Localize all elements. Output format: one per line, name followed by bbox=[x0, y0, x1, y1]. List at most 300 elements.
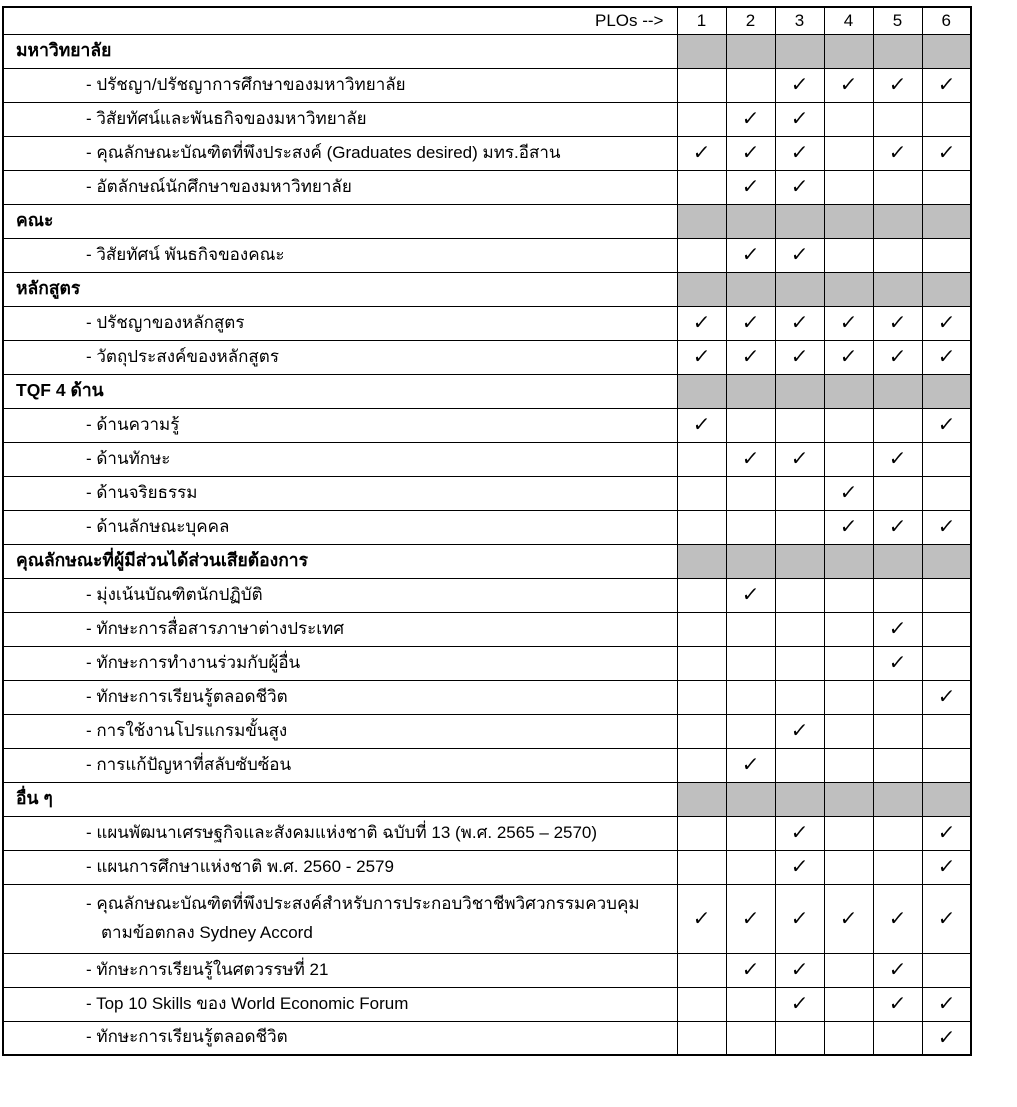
section-label-cell bbox=[3, 544, 677, 578]
row-label: คุณลักษณะที่ผู้มีส่วนได้ส่วนเสียต้องการ bbox=[16, 550, 309, 571]
plo-1-cell bbox=[677, 408, 726, 442]
check-icon: ✓ bbox=[838, 907, 859, 930]
plo-5-cell bbox=[873, 442, 922, 476]
plo-5-cell bbox=[873, 306, 922, 340]
row-label: - การใช้งานโปรแกรมขั้นสูง bbox=[86, 720, 288, 740]
plo-1-cell bbox=[677, 987, 726, 1021]
plo-2-cell bbox=[726, 68, 775, 102]
plo-2-cell bbox=[726, 646, 775, 680]
section-fill-cell bbox=[775, 374, 824, 408]
check-icon: ✓ bbox=[789, 448, 810, 470]
section-fill-cell bbox=[677, 34, 726, 68]
row-label: - ทักษะการทำงานร่วมกับผู้อื่น bbox=[86, 652, 301, 672]
check-icon: ✓ bbox=[740, 959, 761, 981]
check-icon: ✓ bbox=[887, 142, 908, 164]
check-icon: ✓ bbox=[936, 993, 956, 1015]
section-fill-cell bbox=[677, 272, 726, 306]
plo-4-cell bbox=[824, 442, 873, 476]
plo-2-cell bbox=[726, 612, 775, 646]
check-icon: ✓ bbox=[789, 822, 810, 844]
row-label: - ด้านทักษะ bbox=[86, 448, 171, 468]
row-label: - วิสัยทัศน์ พันธกิจของคณะ bbox=[86, 244, 285, 264]
row-label: - ทักษะการเรียนรู้ในศตวรรษที่ 21 bbox=[86, 959, 329, 979]
section-row bbox=[3, 374, 971, 408]
check-icon: ✓ bbox=[936, 74, 956, 96]
check-icon: ✓ bbox=[740, 754, 761, 776]
plo-2-cell bbox=[726, 850, 775, 884]
plo-4-cell bbox=[824, 714, 873, 748]
plo-6-cell bbox=[922, 680, 971, 714]
section-row bbox=[3, 272, 971, 306]
row-label: - การแก้ปัญหาที่สลับซับซ้อน bbox=[86, 754, 292, 774]
section-fill-cell bbox=[775, 782, 824, 816]
check-icon: ✓ bbox=[936, 1026, 956, 1049]
check-icon: ✓ bbox=[740, 448, 761, 470]
plo-5-cell bbox=[873, 748, 922, 782]
item-label-cell bbox=[3, 850, 677, 884]
plo-2-cell bbox=[726, 953, 775, 987]
plo-5-cell bbox=[873, 646, 922, 680]
plo-2-cell bbox=[726, 987, 775, 1021]
section-fill-cell bbox=[873, 204, 922, 238]
row-label: - ทักษะการเรียนรู้ตลอดชีวิต bbox=[86, 1027, 288, 1047]
check-icon: ✓ bbox=[789, 244, 810, 266]
plo-3-cell bbox=[775, 953, 824, 987]
plo-3-cell bbox=[775, 170, 824, 204]
check-icon: ✓ bbox=[691, 142, 712, 164]
plo-5-cell bbox=[873, 1021, 922, 1055]
row-label: - ทักษะการเรียนรู้ตลอดชีวิต bbox=[86, 686, 288, 706]
check-icon: ✓ bbox=[936, 686, 956, 708]
section-fill-cell bbox=[677, 782, 726, 816]
item-row bbox=[3, 510, 971, 544]
plo-2-cell bbox=[726, 476, 775, 510]
row-label: TQF 4 ด้าน bbox=[16, 380, 104, 401]
item-label-cell bbox=[3, 136, 677, 170]
item-row bbox=[3, 340, 971, 374]
check-icon: ✓ bbox=[789, 993, 810, 1015]
item-row bbox=[3, 850, 971, 884]
check-icon: ✓ bbox=[740, 176, 761, 198]
item-label-cell bbox=[3, 953, 677, 987]
check-icon: ✓ bbox=[887, 346, 908, 368]
plo-4-cell bbox=[824, 340, 873, 374]
row-label: หลักสูตร bbox=[16, 278, 81, 299]
item-label-cell bbox=[3, 170, 677, 204]
item-row bbox=[3, 170, 971, 204]
row-label: - Top 10 Skills ของ World Economic Forum bbox=[86, 993, 409, 1013]
section-fill-cell bbox=[775, 544, 824, 578]
item-row bbox=[3, 884, 971, 953]
check-icon: ✓ bbox=[789, 74, 810, 96]
section-fill-cell bbox=[726, 374, 775, 408]
plo-mapping-table bbox=[2, 6, 972, 1056]
plo-1-cell bbox=[677, 510, 726, 544]
plo-3-cell bbox=[775, 476, 824, 510]
item-row bbox=[3, 816, 971, 850]
item-label-cell bbox=[3, 646, 677, 680]
row-label: มหาวิทยาลัย bbox=[16, 40, 112, 61]
plo-1-cell bbox=[677, 953, 726, 987]
check-icon: ✓ bbox=[838, 74, 859, 96]
plo-3-cell bbox=[775, 340, 824, 374]
item-label-cell bbox=[3, 680, 677, 714]
row-label: - ทักษะการสื่อสารภาษาต่างประเทศ bbox=[86, 618, 345, 638]
check-icon: ✓ bbox=[740, 244, 761, 266]
plo-2-cell bbox=[726, 306, 775, 340]
plo-4-cell bbox=[824, 748, 873, 782]
plo-5-cell bbox=[873, 170, 922, 204]
plo-6-cell bbox=[922, 1021, 971, 1055]
plo-5-cell bbox=[873, 68, 922, 102]
check-icon: ✓ bbox=[838, 482, 859, 504]
section-fill-cell bbox=[726, 272, 775, 306]
item-label-cell bbox=[3, 340, 677, 374]
section-fill-cell bbox=[775, 34, 824, 68]
row-label: - คุณลักษณะบัณฑิตที่พึงประสงค์ (Graduates desired) มทร.อีสาน bbox=[86, 142, 561, 162]
plo-6-cell bbox=[922, 102, 971, 136]
check-icon: ✓ bbox=[887, 652, 908, 674]
item-label-cell bbox=[3, 748, 677, 782]
plo-5-cell bbox=[873, 102, 922, 136]
plo-3-cell bbox=[775, 578, 824, 612]
check-icon: ✓ bbox=[887, 516, 908, 538]
check-icon: ✓ bbox=[887, 959, 908, 981]
check-icon: ✓ bbox=[740, 108, 761, 130]
plo-4-cell bbox=[824, 170, 873, 204]
check-icon: ✓ bbox=[691, 346, 712, 368]
section-label-cell bbox=[3, 374, 677, 408]
plo-1-cell bbox=[677, 850, 726, 884]
plo-2-cell bbox=[726, 748, 775, 782]
plo-4-cell bbox=[824, 306, 873, 340]
section-fill-cell bbox=[677, 544, 726, 578]
item-row bbox=[3, 1021, 971, 1055]
section-fill-cell bbox=[873, 782, 922, 816]
item-label-cell bbox=[3, 102, 677, 136]
section-label-cell bbox=[3, 34, 677, 68]
check-icon: ✓ bbox=[936, 856, 956, 878]
check-icon: ✓ bbox=[936, 312, 956, 334]
section-fill-cell bbox=[824, 374, 873, 408]
plo-column-header-2: 2 bbox=[726, 7, 775, 34]
item-label-cell bbox=[3, 987, 677, 1021]
plo-1-cell bbox=[677, 816, 726, 850]
check-icon: ✓ bbox=[887, 312, 908, 334]
plo-2-cell bbox=[726, 442, 775, 476]
plo-6-cell bbox=[922, 850, 971, 884]
section-fill-cell bbox=[922, 204, 971, 238]
plo-3-cell bbox=[775, 408, 824, 442]
item-row bbox=[3, 306, 971, 340]
plo-3-cell bbox=[775, 987, 824, 1021]
check-icon: ✓ bbox=[838, 346, 859, 368]
plo-5-cell bbox=[873, 578, 922, 612]
plo-4-cell bbox=[824, 578, 873, 612]
plo-5-cell bbox=[873, 987, 922, 1021]
plo-column-header-5: 5 bbox=[873, 7, 922, 34]
plo-4-cell bbox=[824, 850, 873, 884]
plo-4-cell bbox=[824, 680, 873, 714]
check-icon: ✓ bbox=[789, 176, 810, 198]
item-label-cell bbox=[3, 714, 677, 748]
check-icon: ✓ bbox=[691, 312, 712, 334]
plo-6-cell bbox=[922, 612, 971, 646]
plo-5-cell bbox=[873, 340, 922, 374]
item-label-cell bbox=[3, 578, 677, 612]
plo-1-cell bbox=[677, 102, 726, 136]
plo-6-cell bbox=[922, 714, 971, 748]
check-icon: ✓ bbox=[789, 346, 810, 368]
plo-1-cell bbox=[677, 170, 726, 204]
section-row bbox=[3, 34, 971, 68]
plo-2-cell bbox=[726, 102, 775, 136]
item-row bbox=[3, 68, 971, 102]
item-label-cell bbox=[3, 476, 677, 510]
check-icon: ✓ bbox=[936, 822, 956, 844]
plo-2-cell bbox=[726, 408, 775, 442]
section-fill-cell bbox=[775, 272, 824, 306]
plo-4-cell bbox=[824, 816, 873, 850]
check-icon: ✓ bbox=[740, 584, 761, 606]
section-fill-cell bbox=[873, 544, 922, 578]
plo-6-cell bbox=[922, 816, 971, 850]
item-label-cell bbox=[3, 612, 677, 646]
plo-1-cell bbox=[677, 714, 726, 748]
row-label: - คุณลักษณะบัณฑิตที่พึงประสงค์สำหรับการประกอบวิชาชีพวิศวกรรมควบคุม bbox=[86, 893, 640, 913]
plo-1-cell bbox=[677, 612, 726, 646]
item-row bbox=[3, 238, 971, 272]
section-fill-cell bbox=[775, 204, 824, 238]
item-label-cell bbox=[3, 238, 677, 272]
check-icon: ✓ bbox=[789, 720, 810, 742]
plo-6-cell bbox=[922, 884, 971, 953]
section-fill-cell bbox=[922, 544, 971, 578]
plo-3-cell bbox=[775, 68, 824, 102]
plo-4-cell bbox=[824, 953, 873, 987]
plo-4-cell bbox=[824, 510, 873, 544]
check-icon: ✓ bbox=[789, 907, 810, 930]
check-icon: ✓ bbox=[789, 959, 810, 981]
check-icon: ✓ bbox=[936, 414, 956, 436]
check-icon: ✓ bbox=[936, 142, 956, 164]
plo-1-cell bbox=[677, 136, 726, 170]
section-fill-cell bbox=[726, 34, 775, 68]
section-fill-cell bbox=[873, 374, 922, 408]
row-label: - ด้านลักษณะบุคคล bbox=[86, 516, 230, 536]
plo-6-cell bbox=[922, 987, 971, 1021]
check-icon: ✓ bbox=[740, 142, 761, 164]
section-fill-cell bbox=[824, 782, 873, 816]
plo-4-cell bbox=[824, 1021, 873, 1055]
check-icon: ✓ bbox=[740, 907, 761, 930]
plo-6-cell bbox=[922, 306, 971, 340]
check-icon: ✓ bbox=[789, 142, 810, 164]
plo-5-cell bbox=[873, 408, 922, 442]
item-row bbox=[3, 612, 971, 646]
row-label: - อัตลักษณ์นักศึกษาของมหาวิทยาลัย bbox=[86, 176, 352, 196]
item-label-cell bbox=[3, 442, 677, 476]
plo-3-cell bbox=[775, 442, 824, 476]
plo-6-cell bbox=[922, 408, 971, 442]
section-row bbox=[3, 204, 971, 238]
item-label-cell bbox=[3, 510, 677, 544]
plo-3-cell bbox=[775, 816, 824, 850]
plo-5-cell bbox=[873, 680, 922, 714]
plo-1-cell bbox=[677, 68, 726, 102]
check-icon: ✓ bbox=[740, 312, 761, 334]
plo-3-cell bbox=[775, 1021, 824, 1055]
plo-3-cell bbox=[775, 748, 824, 782]
item-row bbox=[3, 987, 971, 1021]
section-label-cell bbox=[3, 204, 677, 238]
check-icon: ✓ bbox=[789, 312, 810, 334]
item-label-cell bbox=[3, 408, 677, 442]
plo-1-cell bbox=[677, 442, 726, 476]
check-icon: ✓ bbox=[691, 907, 712, 930]
item-label-cell bbox=[3, 884, 677, 953]
plo-2-cell bbox=[726, 170, 775, 204]
plo-2-cell bbox=[726, 816, 775, 850]
item-label-cell bbox=[3, 68, 677, 102]
plo-2-cell bbox=[726, 578, 775, 612]
plo-3-cell bbox=[775, 510, 824, 544]
plo-4-cell bbox=[824, 476, 873, 510]
row-label: - ปรัชญา/ปรัชญาการศึกษาของมหาวิทยาลัย bbox=[86, 74, 406, 94]
plo-5-cell bbox=[873, 714, 922, 748]
row-label-line2: ตามข้อตกลง Sydney Accord bbox=[101, 922, 313, 942]
plo-2-cell bbox=[726, 1021, 775, 1055]
row-label: - แผนการศึกษาแห่งชาติ พ.ศ. 2560 - 2579 bbox=[86, 856, 394, 876]
plo-6-cell bbox=[922, 646, 971, 680]
plo-2-cell bbox=[726, 340, 775, 374]
section-row bbox=[3, 782, 971, 816]
plo-6-cell bbox=[922, 68, 971, 102]
item-row bbox=[3, 442, 971, 476]
item-label-cell bbox=[3, 306, 677, 340]
plo-4-cell bbox=[824, 102, 873, 136]
section-fill-cell bbox=[677, 204, 726, 238]
section-fill-cell bbox=[824, 544, 873, 578]
check-icon: ✓ bbox=[887, 907, 908, 930]
plo-2-cell bbox=[726, 238, 775, 272]
plo-1-cell bbox=[677, 748, 726, 782]
section-fill-cell bbox=[873, 34, 922, 68]
item-row bbox=[3, 408, 971, 442]
check-icon: ✓ bbox=[936, 907, 956, 930]
row-label: คณะ bbox=[16, 210, 54, 231]
item-row bbox=[3, 953, 971, 987]
plo-column-header-1: 1 bbox=[677, 7, 726, 34]
item-label-cell bbox=[3, 816, 677, 850]
plo-6-cell bbox=[922, 170, 971, 204]
section-fill-cell bbox=[824, 272, 873, 306]
check-icon: ✓ bbox=[740, 346, 761, 368]
plo-2-cell bbox=[726, 136, 775, 170]
plos-header-label: PLOs --> bbox=[3, 7, 677, 34]
check-icon: ✓ bbox=[789, 856, 810, 878]
plo-5-cell bbox=[873, 816, 922, 850]
plo-5-cell bbox=[873, 136, 922, 170]
check-icon: ✓ bbox=[887, 74, 908, 96]
section-fill-cell bbox=[726, 782, 775, 816]
plo-3-cell bbox=[775, 306, 824, 340]
plo-6-cell bbox=[922, 578, 971, 612]
plo-5-cell bbox=[873, 850, 922, 884]
plo-4-cell bbox=[824, 238, 873, 272]
plo-4-cell bbox=[824, 987, 873, 1021]
section-fill-cell bbox=[922, 782, 971, 816]
header-row bbox=[3, 7, 971, 34]
section-row bbox=[3, 544, 971, 578]
plo-2-cell bbox=[726, 510, 775, 544]
section-fill-cell bbox=[922, 374, 971, 408]
row-label: อื่น ๆ bbox=[16, 788, 53, 809]
plo-3-cell bbox=[775, 102, 824, 136]
row-label: - ด้านจริยธรรม bbox=[86, 482, 198, 502]
plo-1-cell bbox=[677, 646, 726, 680]
check-icon: ✓ bbox=[789, 108, 810, 130]
check-icon: ✓ bbox=[887, 993, 908, 1015]
plo-4-cell bbox=[824, 408, 873, 442]
check-icon: ✓ bbox=[838, 312, 859, 334]
plo-column-header-4: 4 bbox=[824, 7, 873, 34]
plo-column-header-6: 6 bbox=[922, 7, 971, 34]
plo-1-cell bbox=[677, 884, 726, 953]
plo-5-cell bbox=[873, 510, 922, 544]
plo-5-cell bbox=[873, 884, 922, 953]
plo-3-cell bbox=[775, 238, 824, 272]
row-label: - ปรัชญาของหลักสูตร bbox=[86, 312, 245, 332]
plo-4-cell bbox=[824, 884, 873, 953]
plo-4-cell bbox=[824, 136, 873, 170]
plo-1-cell bbox=[677, 578, 726, 612]
item-row bbox=[3, 714, 971, 748]
plo-1-cell bbox=[677, 680, 726, 714]
item-row bbox=[3, 136, 971, 170]
section-fill-cell bbox=[677, 374, 726, 408]
item-row bbox=[3, 680, 971, 714]
check-icon: ✓ bbox=[838, 516, 859, 538]
plo-6-cell bbox=[922, 442, 971, 476]
plo-column-header-3: 3 bbox=[775, 7, 824, 34]
plo-2-cell bbox=[726, 884, 775, 953]
row-label: - วัตถุประสงค์ของหลักสูตร bbox=[86, 346, 279, 366]
plo-3-cell bbox=[775, 884, 824, 953]
section-fill-cell bbox=[824, 34, 873, 68]
plo-2-cell bbox=[726, 680, 775, 714]
section-fill-cell bbox=[873, 272, 922, 306]
item-row bbox=[3, 748, 971, 782]
section-fill-cell bbox=[922, 272, 971, 306]
section-label-cell bbox=[3, 272, 677, 306]
item-row bbox=[3, 646, 971, 680]
plo-1-cell bbox=[677, 1021, 726, 1055]
check-icon: ✓ bbox=[936, 346, 956, 368]
section-label-cell bbox=[3, 782, 677, 816]
plo-6-cell bbox=[922, 510, 971, 544]
plo-4-cell bbox=[824, 646, 873, 680]
plo-6-cell bbox=[922, 476, 971, 510]
plo-6-cell bbox=[922, 748, 971, 782]
check-icon: ✓ bbox=[936, 516, 956, 538]
plo-6-cell bbox=[922, 953, 971, 987]
plo-5-cell bbox=[873, 612, 922, 646]
row-label: - แผนพัฒนาเศรษฐกิจและสังคมแห่งชาติ ฉบับที่ 13 (พ.ศ. 2565 – 2570) bbox=[86, 822, 598, 842]
plo-5-cell bbox=[873, 238, 922, 272]
plo-3-cell bbox=[775, 680, 824, 714]
check-icon: ✓ bbox=[691, 414, 712, 436]
